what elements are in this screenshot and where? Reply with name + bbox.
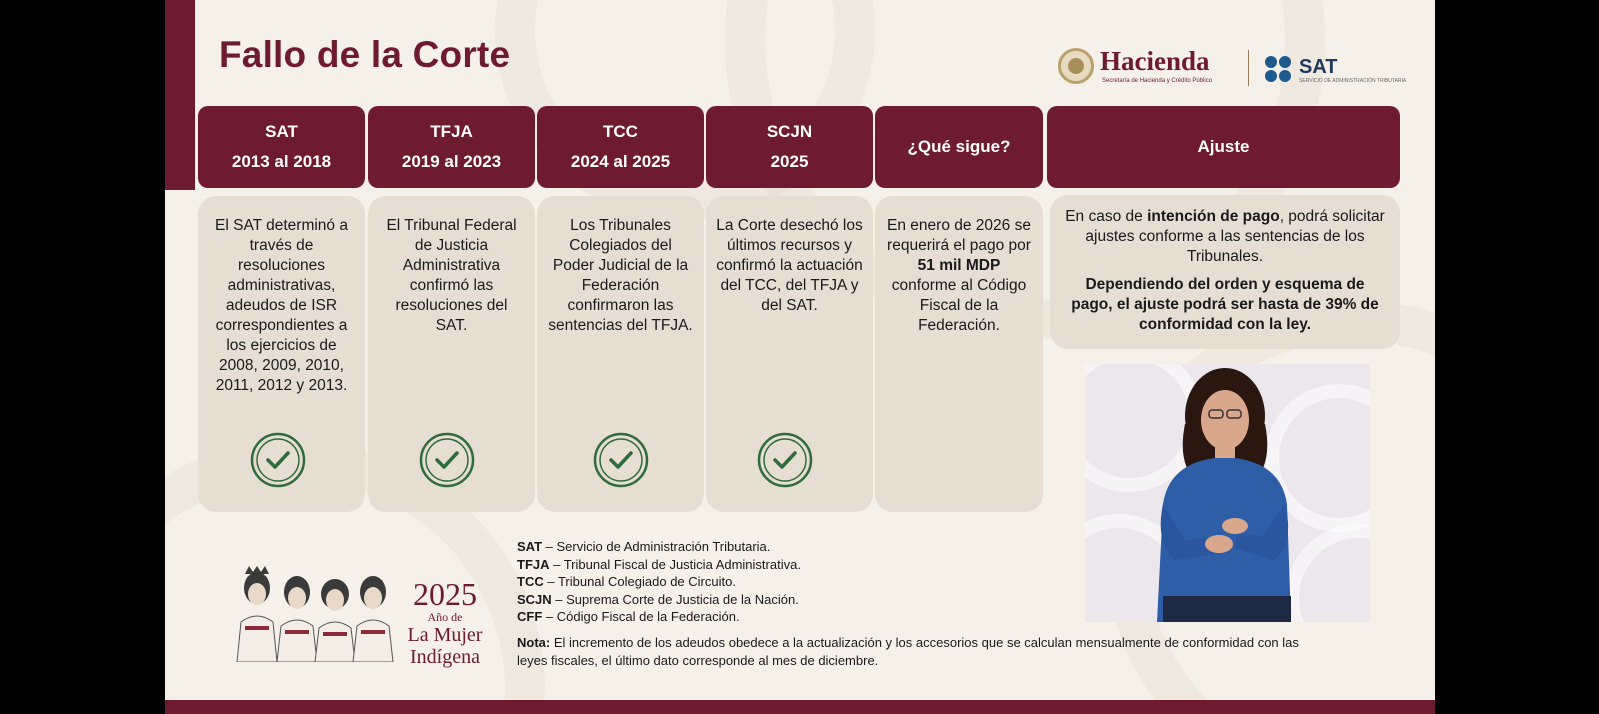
card-ajuste	[1050, 195, 1400, 349]
card-text: Los Tribunales Colegiados del Poder Judicial de la Federación confirmaron las sentencias del TFJA.	[548, 217, 693, 334]
logo-divider	[1248, 50, 1249, 86]
page-title: Fallo de la Corte	[219, 34, 511, 75]
header-label: TCC	[603, 122, 638, 141]
legend-item: TFJA – Tribunal Fiscal de Justicia Administrativa.	[517, 556, 801, 572]
legend-item: CFF – Código Fiscal de la Federación.	[517, 609, 740, 624]
sat-name: SAT	[1299, 56, 1338, 78]
card-text: En enero de 2026 se requerirá el pago por 51 mil MDP conforme al Código Fiscal de la Federación.	[887, 217, 1031, 334]
header-tfja	[368, 106, 535, 188]
footnote: Nota: El incremento de los adeudos obedece a la actualización y los accesorios que se calculan mensualmente de conformidad con las leyes fiscales, el último dato corresponde al mes de diciembre.	[517, 635, 1299, 668]
check-circle-icon	[757, 432, 813, 488]
legend-item: TCC – Tribunal Colegiado de Circuito.	[517, 574, 736, 589]
header-label: SCJN	[766, 122, 813, 141]
header-period: 2013 al 2018	[231, 152, 332, 171]
header-label: TFJA	[430, 122, 473, 141]
header-period: 2025	[770, 152, 809, 171]
check-circle-icon	[419, 432, 475, 488]
header-period: 2024 al 2025	[570, 152, 671, 171]
badge-year: 2025	[413, 576, 477, 612]
slide	[165, 0, 1435, 714]
header-sat	[198, 106, 365, 188]
interpreter-figure-icon	[1085, 364, 1370, 622]
bottom-accent-bar	[165, 700, 1435, 714]
card-text: El Tribunal Federal de Justicia Administrativa confirmó las resoluciones del SAT.	[386, 217, 517, 334]
header-ajuste	[1047, 106, 1400, 188]
legend-item: SCJN – Suprema Corte de Justicia de la Nación.	[517, 591, 799, 607]
sat-logo	[1265, 52, 1410, 86]
national-seal-icon	[1058, 48, 1094, 84]
badge-line: Indígena	[410, 646, 480, 668]
sign-language-interpreter-video	[1085, 364, 1370, 622]
abbreviation-legend	[517, 538, 801, 626]
hacienda-logo	[1058, 46, 1248, 92]
ajuste-paragraph: En caso de intención de pago, podrá solicitar ajustes conforme a las sentencias de los Tribunales.	[1065, 208, 1385, 265]
header-label: SAT	[265, 122, 298, 141]
badge-line: La Mujer	[407, 624, 483, 646]
check-circle-icon	[250, 432, 306, 488]
header-scjn	[706, 106, 873, 188]
hacienda-name: Hacienda	[1100, 46, 1210, 76]
left-accent-bar	[165, 0, 195, 190]
badge-line: Año de	[427, 610, 463, 624]
header-label: ¿Qué sigue?	[907, 137, 1011, 156]
card-que-sigue	[875, 196, 1043, 512]
ajuste-paragraph-bold: Dependiendo del orden y esquema de pago, el ajuste podrá ser hasta de 39% de conformidad con la ley.	[1071, 276, 1379, 333]
sat-subtitle: SERVICIO DE ADMINISTRACIÓN TRIBUTARIA	[1299, 78, 1407, 84]
indigenous-women-illustration-icon	[227, 566, 397, 662]
header-tcc	[537, 106, 704, 188]
header-label: Ajuste	[1197, 137, 1250, 156]
sat-dots-icon	[1265, 56, 1293, 84]
hacienda-subtitle: Secretaría de Hacienda y Crédito Público	[1102, 78, 1213, 84]
header-que-sigue	[875, 106, 1043, 188]
year-badge	[401, 578, 489, 668]
card-text: El SAT determinó a través de resoluciones administrativas, adeudos de ISR correspondientes a los ejercicios de 2008, 2009, 2010, 2011, 2012 y 2013.	[215, 217, 348, 394]
legend-item: SAT – Servicio de Administración Tributaria.	[517, 539, 771, 554]
header-period: 2019 al 2023	[401, 152, 502, 171]
check-circle-icon	[593, 432, 649, 488]
card-text: La Corte desechó los últimos recursos y confirmó la actuación del TCC, del TFJA y del SAT.	[716, 217, 863, 314]
